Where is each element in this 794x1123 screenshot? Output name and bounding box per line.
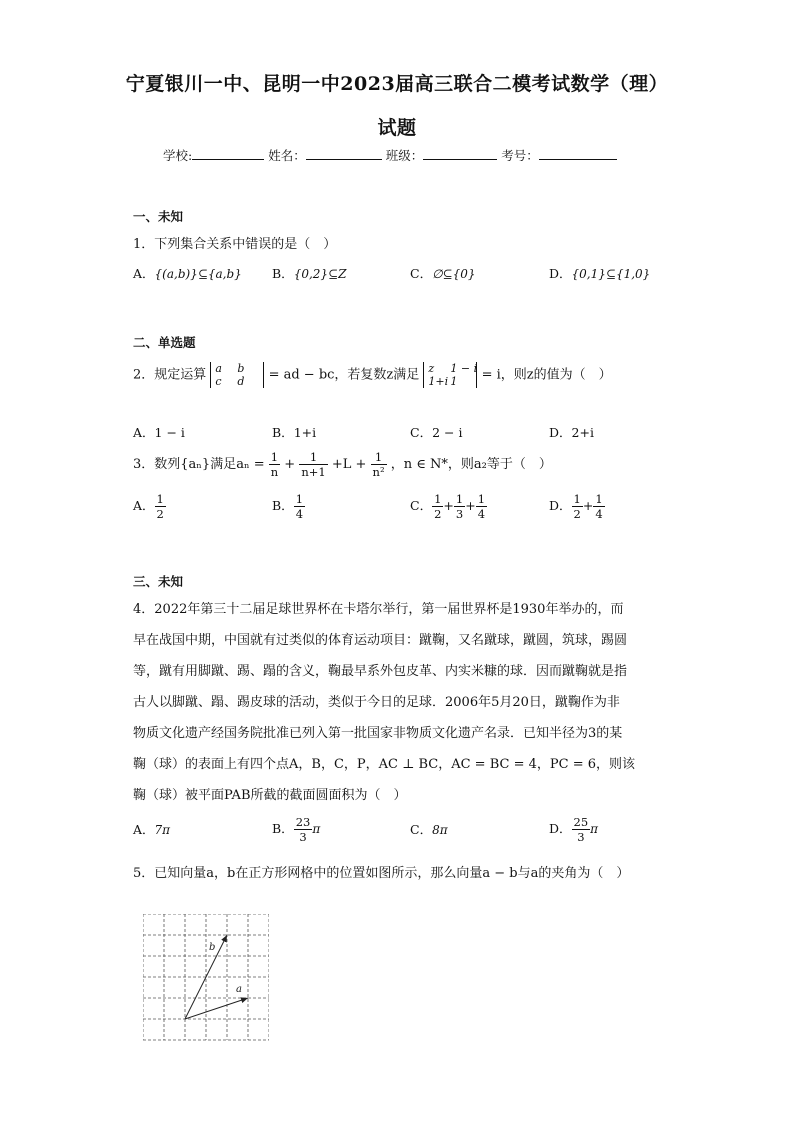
document-title-line2: 试题 — [377, 117, 417, 139]
option-text: 1+i — [293, 425, 317, 440]
question-4-line: 鞠（球）的表面上有四个点A，B，C，P，AC ⊥ BC，AC = BC = 4，PC = 6，则该 — [133, 757, 635, 772]
question-1-stem: 1．下列集合关系中错误的是（ ） — [133, 237, 337, 252]
stem-text: 3．数列{aₙ}满足aₙ = — [133, 457, 265, 472]
q4-option-b: B． $\frac{23}{3}$ π — [272, 815, 321, 844]
stem-text: ，n ∈ N*，则a₂等于（ ） — [390, 457, 552, 472]
q1-option-a — [133, 264, 242, 282]
option-text: ∅⊆{0} — [432, 267, 476, 281]
class-label: 班级： — [385, 148, 424, 163]
option-text: 1 − i — [154, 425, 185, 440]
option-label: A． — [133, 425, 155, 440]
q2-option-b — [272, 423, 316, 441]
option-label: D． — [549, 821, 572, 836]
question-4-line: 物质文化遗产经国务院批准已列入第一批国家非物质文化遗产名录．已知半径为3的某 — [133, 726, 623, 741]
question-4-line: 4．2022年第三十二届足球世界杯在卡塔尔举行，第一届世界杯是1930年举办的，而 — [133, 602, 624, 617]
document-title: 宁夏银川一中、昆明一中2023届高三联合二模考试数学（理） — [125, 73, 669, 95]
option-label: B． — [272, 425, 294, 440]
exam-no-blank[interactable] — [539, 147, 617, 160]
question-5-stem: 5．已知向量a，b在正方形网格中的位置如图所示，那么向量a − b与a的夹角为（ ） — [133, 866, 630, 881]
q3-option-d: D． $\frac{1}{2}$ + $\frac{1}{4}$ — [549, 492, 603, 521]
option-text: 2 − i — [432, 425, 463, 440]
question-4-line: 等，蹴有用脚蹴、踢、蹋的含义，鞠最早系外包皮革、内实米糠的球．因而蹴鞠就是指 — [133, 664, 628, 679]
q3-option-c: C． $\frac{1}{2}$ + $\frac{1}{3}$ + $\frac{1}{4}$ — [410, 492, 486, 521]
school-blank[interactable] — [192, 147, 264, 160]
option-label: B． — [272, 498, 294, 513]
option-text: 2+i — [571, 425, 594, 440]
q4-option-c — [410, 820, 448, 838]
question-2-stem — [133, 362, 612, 388]
vector-a-label: a — [236, 984, 242, 995]
determinant-z: z 1 − i 1+i 1 — [423, 362, 477, 388]
option-label: D． — [549, 498, 572, 513]
q4-option-d: D． $\frac{25}{3}$ π — [549, 815, 599, 844]
option-text: {0,2}⊆Z — [293, 267, 347, 281]
section-heading: 一、未知 — [133, 209, 184, 224]
option-label: A． — [133, 498, 155, 513]
fraction: $\frac{1}{n}$ — [270, 450, 279, 479]
school-label: 学校: — [163, 148, 193, 163]
name-label: 姓名： — [268, 148, 306, 163]
question-3-stem: 3．数列{aₙ}满足aₙ = $\frac{1}{n}$ + $\frac{1}{n+1}$ +L + $\frac{1}{\text{n²}}$ ，n ∈ N*，则a₂等于（ ） — [133, 450, 552, 479]
option-label: C． — [410, 425, 433, 440]
stem-text: 2．规定运算 — [133, 367, 207, 383]
option-label: B． — [272, 821, 294, 836]
option-text: 8π — [432, 823, 448, 837]
q3-option-a: A． $\frac{1}{2}$ — [133, 492, 164, 521]
option-text: {(a,b)}⊆{a,b} — [154, 267, 242, 281]
option-label: A． — [133, 822, 155, 837]
exam-no-label: 考号： — [501, 148, 539, 163]
option-text: {0,1}⊆{1,0} — [571, 267, 651, 281]
option-text: 7π — [154, 823, 171, 837]
determinant-abcd: a b c d — [210, 362, 264, 388]
option-label: D． — [549, 266, 572, 281]
name-blank[interactable] — [306, 147, 382, 160]
stem-text: = i，则z的值为（ ） — [481, 367, 612, 383]
fraction: $\frac{1}{n+1}$ — [301, 450, 326, 479]
question-4-line: 古人以脚蹴、蹋、踢皮球的活动，类似于今日的足球．2006年5月20日，蹴鞠作为非 — [133, 695, 620, 710]
q1-option-c — [410, 264, 476, 282]
q1-option-d — [549, 264, 650, 282]
section-heading: 二、单选题 — [133, 335, 196, 350]
q2-option-d — [549, 423, 594, 441]
vector-b-label: b — [209, 942, 216, 953]
fraction: $\frac{1}{\text{n²}}$ — [372, 450, 385, 479]
q2-option-a — [133, 423, 185, 441]
q2-option-c — [410, 423, 462, 441]
q1-option-b — [272, 264, 346, 282]
option-label: C． — [410, 822, 433, 837]
section-heading: 三、未知 — [133, 574, 184, 589]
question-4-line: 早在战国中期，中国就有过类似的体育运动项目：蹴鞠，又名蹴球，蹴圆，筑球，踢圆 — [133, 633, 628, 648]
option-label: B． — [272, 266, 294, 281]
option-label: A． — [133, 266, 155, 281]
q4-option-a — [133, 820, 170, 838]
vector-grid-figure — [143, 914, 269, 1042]
class-blank[interactable] — [423, 147, 497, 160]
option-label: C． — [410, 266, 433, 281]
stem-text: = ad − bc，若复数z满足 — [268, 367, 420, 383]
student-info-line — [163, 146, 617, 164]
q3-option-b: B． $\frac{1}{4}$ — [272, 492, 304, 521]
question-4-line: 鞠（球）被平面PAB所截的截面圆面积为（ ） — [133, 788, 407, 803]
option-label: C． — [410, 498, 433, 513]
option-label: D． — [549, 425, 572, 440]
